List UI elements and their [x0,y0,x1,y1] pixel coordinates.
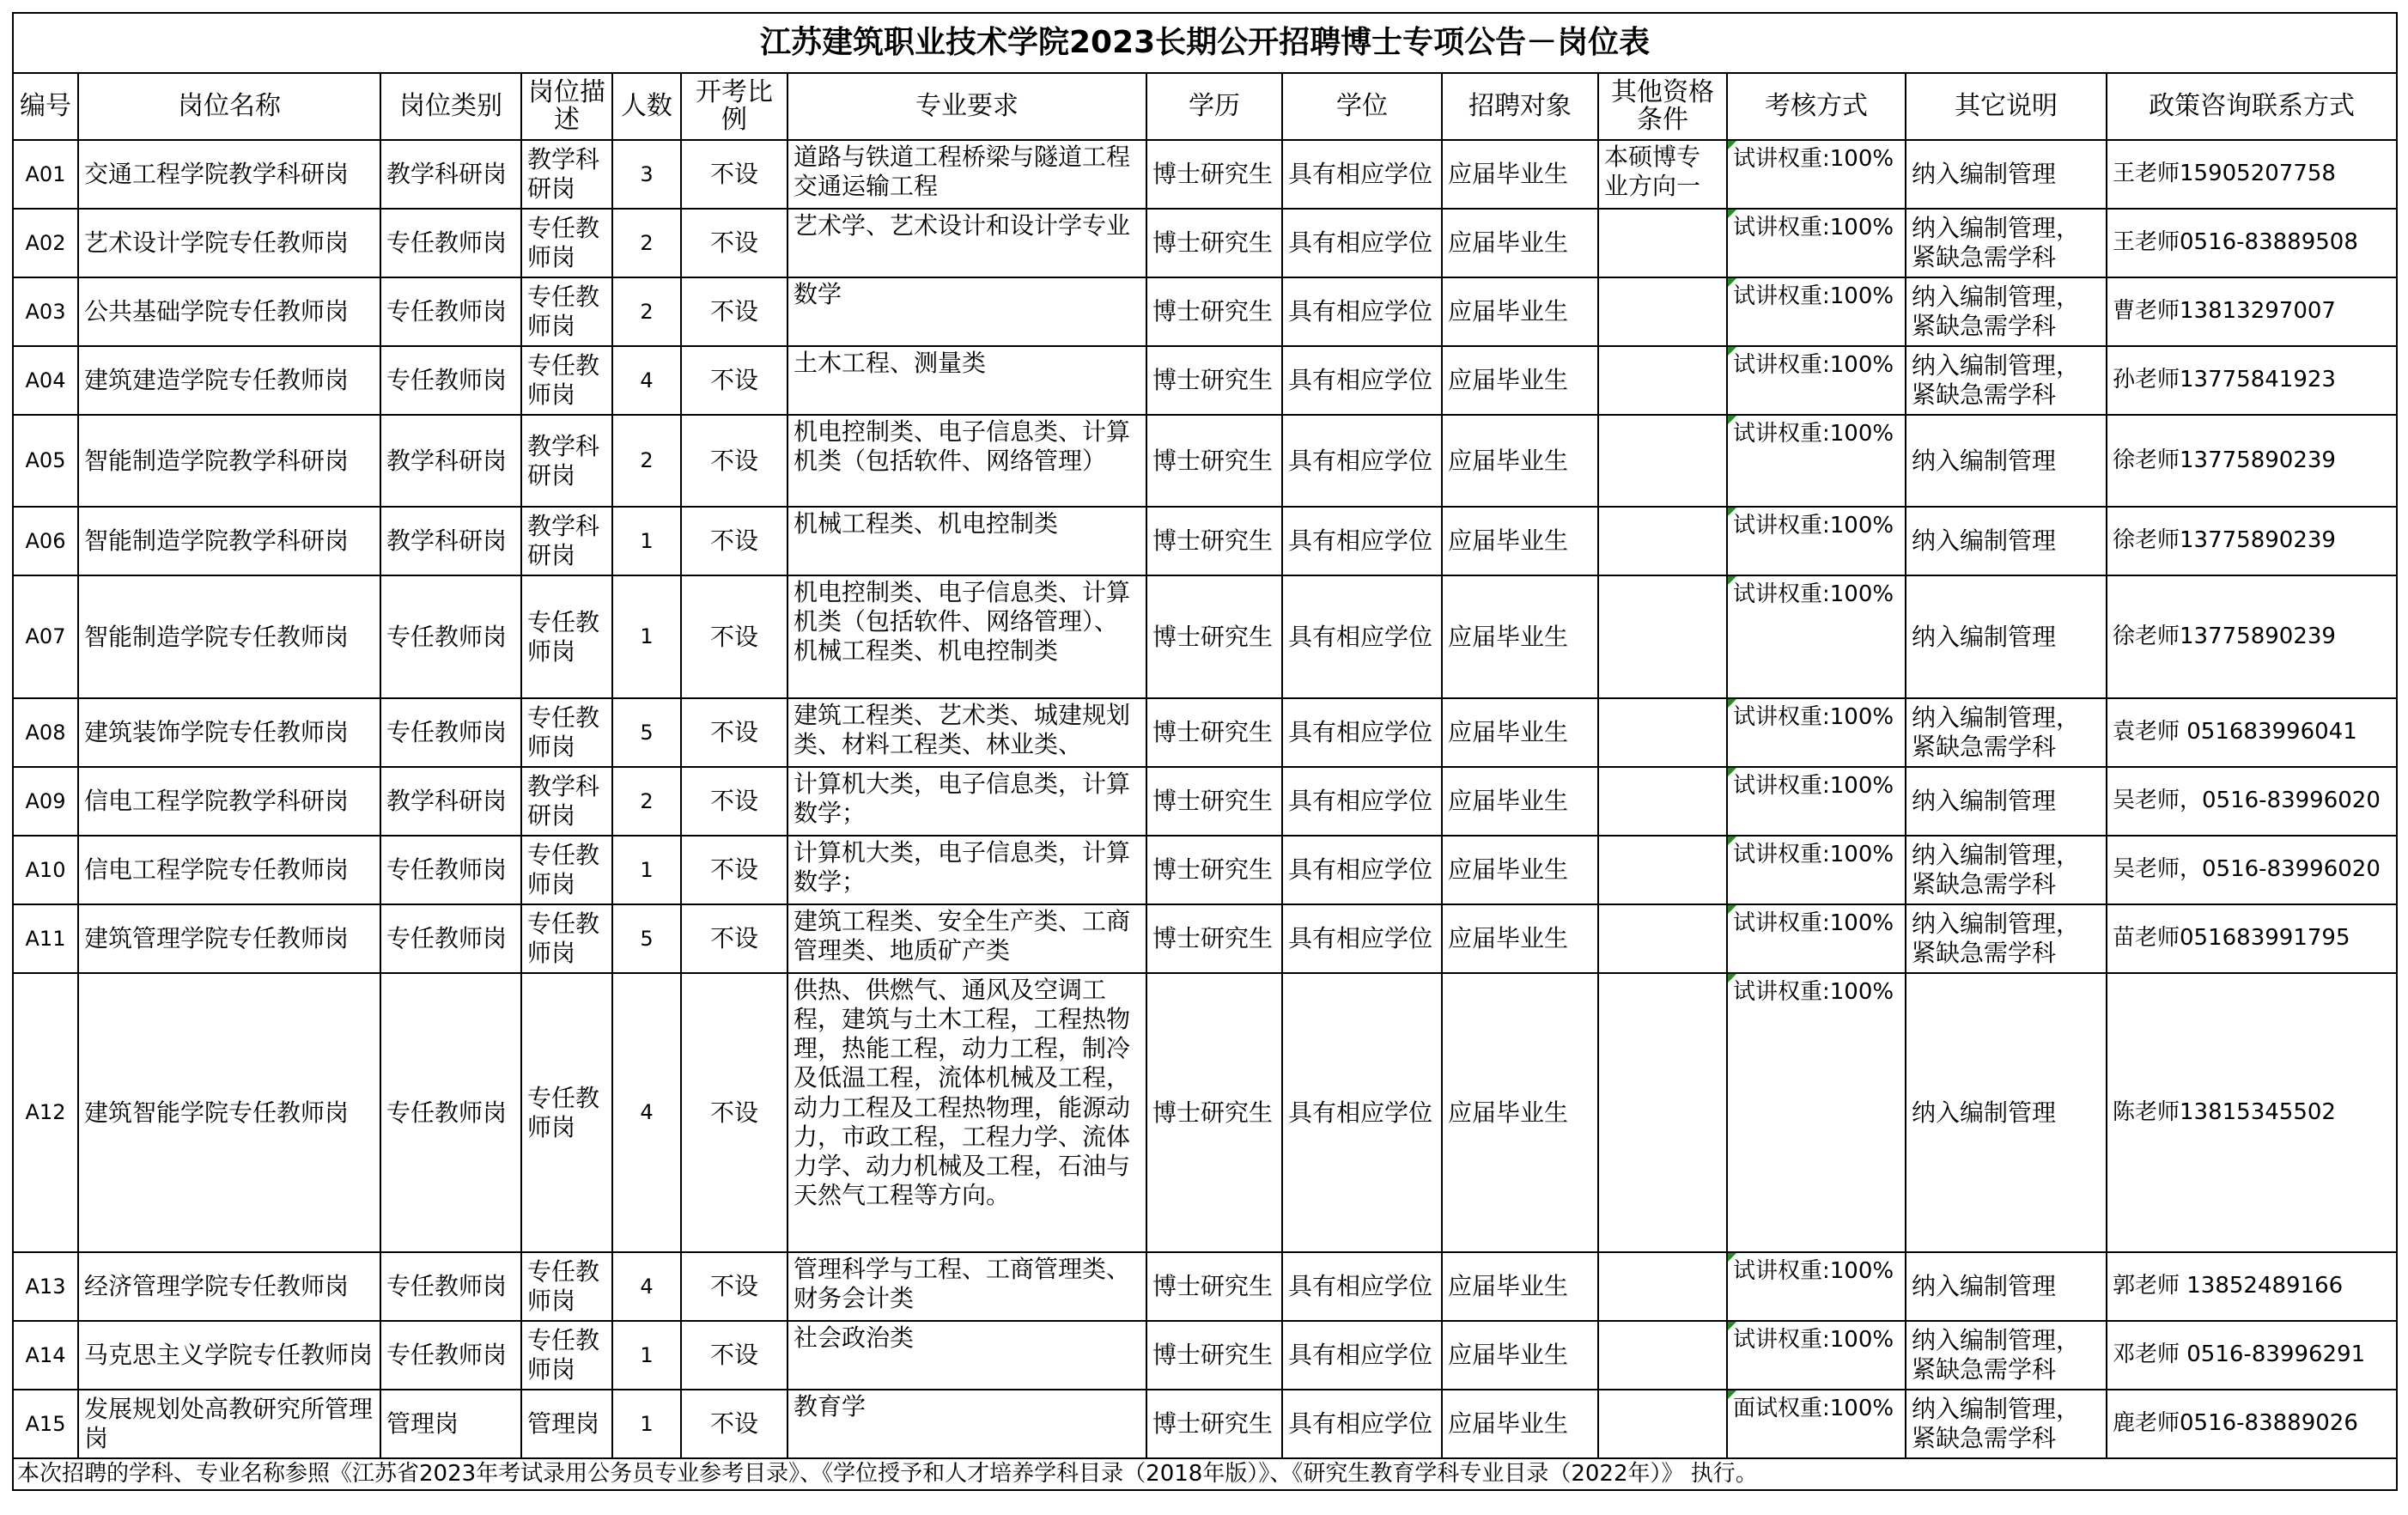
cell-target: 应届毕业生 [1442,415,1598,507]
cell-contact: 郭老师 13852489166 [2107,1252,2397,1321]
cell-other-qual [1598,767,1727,836]
cell-assess: 试讲权重:100% [1727,346,1906,415]
cell-category: 专任教师岗 [380,209,521,277]
cell-count: 1 [612,575,681,698]
cell-desc: 专任教师岗 [521,209,612,277]
cell-count: 4 [612,346,681,415]
cell-name: 智能制造学院专任教师岗 [78,575,380,698]
cell-desc: 专任教师岗 [521,575,612,698]
cell-category: 专任教师岗 [380,698,521,767]
cell-id: A03 [13,277,78,346]
cell-assess: 试讲权重:100% [1727,836,1906,904]
cell-id: A01 [13,140,78,209]
cell-edu: 博士研究生 [1146,973,1282,1252]
cell-ratio: 不设 [681,209,787,277]
cell-ratio: 不设 [681,575,787,698]
cell-major: 艺术学、艺术设计和设计学专业 [787,209,1146,277]
table-row [13,973,2397,1252]
cell-id: A08 [13,698,78,767]
cell-ratio: 不设 [681,277,787,346]
cell-other-qual [1598,507,1727,575]
cell-count: 5 [612,698,681,767]
cell-target: 应届毕业生 [1442,767,1598,836]
cell-other-qual [1598,209,1727,277]
table-row [13,1321,2397,1390]
table-row [13,1390,2397,1458]
cell-desc: 教学科研岗 [521,767,612,836]
cell-degree: 具有相应学位 [1282,209,1442,277]
cell-ratio: 不设 [681,973,787,1252]
cell-degree: 具有相应学位 [1282,904,1442,973]
cell-other-qual [1598,346,1727,415]
cell-edu: 博士研究生 [1146,575,1282,698]
cell-name: 建筑建造学院专任教师岗 [78,346,380,415]
cell-degree: 具有相应学位 [1282,973,1442,1252]
cell-id: A13 [13,1252,78,1321]
cell-contact: 徐老师13775890239 [2107,415,2397,507]
cell-name: 经济管理学院专任教师岗 [78,1252,380,1321]
cell-notes: 纳入编制管理 [1906,507,2107,575]
cell-assess: 试讲权重:100% [1727,507,1906,575]
cell-other-qual [1598,415,1727,507]
cell-count: 4 [612,973,681,1252]
cell-edu: 博士研究生 [1146,1321,1282,1390]
cell-notes: 纳入编制管理，紧缺急需学科 [1906,209,2107,277]
cell-id: A06 [13,507,78,575]
table-title: 江苏建筑职业技术学院2023长期公开招聘博士专项公告－岗位表 [13,13,2397,73]
cell-desc: 专任教师岗 [521,346,612,415]
header-degree: 学位 [1282,73,1442,140]
cell-edu: 博士研究生 [1146,1390,1282,1458]
table-row [13,1252,2397,1321]
cell-contact: 邓老师 0516-83996291 [2107,1321,2397,1390]
cell-major: 建筑工程类、安全生产类、工商管理类、地质矿产类 [787,904,1146,973]
cell-assess: 试讲权重:100% [1727,415,1906,507]
cell-assess: 试讲权重:100% [1727,575,1906,698]
cell-count: 1 [612,836,681,904]
cell-degree: 具有相应学位 [1282,767,1442,836]
header-name: 岗位名称 [78,73,380,140]
cell-contact: 王老师0516-83889508 [2107,209,2397,277]
header-row [13,73,2397,140]
cell-name: 智能制造学院教学科研岗 [78,415,380,507]
header-assess: 考核方式 [1727,73,1906,140]
cell-id: A09 [13,767,78,836]
cell-other-qual [1598,836,1727,904]
cell-notes: 纳入编制管理 [1906,767,2107,836]
cell-target: 应届毕业生 [1442,836,1598,904]
cell-notes: 纳入编制管理 [1906,575,2107,698]
cell-notes: 纳入编制管理 [1906,140,2107,209]
cell-contact: 袁老师 051683996041 [2107,698,2397,767]
cell-count: 4 [612,1252,681,1321]
cell-assess: 试讲权重:100% [1727,698,1906,767]
cell-degree: 具有相应学位 [1282,277,1442,346]
cell-count: 2 [612,767,681,836]
cell-count: 1 [612,1390,681,1458]
cell-major: 数学 [787,277,1146,346]
table-row [13,507,2397,575]
cell-contact: 吴老师，0516-83996020 [2107,836,2397,904]
cell-target: 应届毕业生 [1442,209,1598,277]
cell-category: 管理岗 [380,1390,521,1458]
cell-edu: 博士研究生 [1146,140,1282,209]
cell-degree: 具有相应学位 [1282,140,1442,209]
cell-notes: 纳入编制管理，紧缺急需学科 [1906,836,2107,904]
cell-contact: 孙老师13775841923 [2107,346,2397,415]
cell-assess: 试讲权重:100% [1727,277,1906,346]
cell-count: 3 [612,140,681,209]
cell-ratio: 不设 [681,1321,787,1390]
cell-major: 计算机大类，电子信息类，计算数学； [787,767,1146,836]
cell-name: 建筑装饰学院专任教师岗 [78,698,380,767]
cell-category: 专任教师岗 [380,836,521,904]
cell-edu: 博士研究生 [1146,507,1282,575]
cell-name: 信电工程学院专任教师岗 [78,836,380,904]
cell-desc: 专任教师岗 [521,1321,612,1390]
table-row [13,140,2397,209]
cell-target: 应届毕业生 [1442,507,1598,575]
cell-major: 计算机大类，电子信息类，计算数学； [787,836,1146,904]
cell-ratio: 不设 [681,904,787,973]
cell-name: 信电工程学院教学科研岗 [78,767,380,836]
cell-other-qual: 本硕博专业方向一 [1598,140,1727,209]
cell-count: 2 [612,415,681,507]
cell-other-qual [1598,973,1727,1252]
cell-target: 应届毕业生 [1442,973,1598,1252]
cell-ratio: 不设 [681,698,787,767]
cell-category: 专任教师岗 [380,904,521,973]
cell-degree: 具有相应学位 [1282,507,1442,575]
cell-contact: 徐老师13775890239 [2107,575,2397,698]
table-row [13,698,2397,767]
cell-edu: 博士研究生 [1146,209,1282,277]
table-row [13,575,2397,698]
cell-category: 教学科研岗 [380,507,521,575]
cell-count: 2 [612,277,681,346]
cell-name: 交通工程学院教学科研岗 [78,140,380,209]
cell-notes: 纳入编制管理 [1906,1252,2107,1321]
cell-edu: 博士研究生 [1146,836,1282,904]
cell-ratio: 不设 [681,836,787,904]
cell-desc: 专任教师岗 [521,973,612,1252]
cell-other-qual [1598,575,1727,698]
cell-contact: 曹老师13813297007 [2107,277,2397,346]
cell-major: 建筑工程类、艺术类、城建规划类、材料工程类、林业类、 [787,698,1146,767]
cell-contact: 鹿老师0516-83889026 [2107,1390,2397,1458]
cell-notes: 纳入编制管理 [1906,415,2107,507]
cell-edu: 博士研究生 [1146,698,1282,767]
cell-desc: 教学科研岗 [521,140,612,209]
cell-target: 应届毕业生 [1442,140,1598,209]
cell-desc: 教学科研岗 [521,507,612,575]
cell-contact: 徐老师13775890239 [2107,507,2397,575]
cell-desc: 专任教师岗 [521,904,612,973]
header-edu: 学历 [1146,73,1282,140]
cell-degree: 具有相应学位 [1282,346,1442,415]
cell-name: 发展规划处高教研究所管理岗 [78,1390,380,1458]
cell-other-qual [1598,1390,1727,1458]
cell-ratio: 不设 [681,1390,787,1458]
cell-desc: 专任教师岗 [521,698,612,767]
cell-degree: 具有相应学位 [1282,1390,1442,1458]
cell-target: 应届毕业生 [1442,277,1598,346]
cell-edu: 博士研究生 [1146,346,1282,415]
cell-ratio: 不设 [681,767,787,836]
cell-target: 应届毕业生 [1442,575,1598,698]
header-contact: 政策咨询联系方式 [2107,73,2397,140]
cell-category: 专任教师岗 [380,346,521,415]
header-target: 招聘对象 [1442,73,1598,140]
cell-degree: 具有相应学位 [1282,415,1442,507]
cell-count: 1 [612,1321,681,1390]
cell-desc: 专任教师岗 [521,1252,612,1321]
cell-degree: 具有相应学位 [1282,836,1442,904]
cell-edu: 博士研究生 [1146,767,1282,836]
header-major: 专业要求 [787,73,1146,140]
cell-desc: 专任教师岗 [521,277,612,346]
cell-contact: 陈老师13815345502 [2107,973,2397,1252]
cell-assess: 试讲权重:100% [1727,973,1906,1252]
cell-notes: 纳入编制管理，紧缺急需学科 [1906,277,2107,346]
header-id: 编号 [13,73,78,140]
job-table [12,12,2398,1491]
cell-edu: 博士研究生 [1146,1252,1282,1321]
cell-degree: 具有相应学位 [1282,1252,1442,1321]
cell-id: A10 [13,836,78,904]
cell-assess: 试讲权重:100% [1727,904,1906,973]
table-row [13,415,2397,507]
cell-edu: 博士研究生 [1146,415,1282,507]
cell-assess: 试讲权重:100% [1727,209,1906,277]
cell-major: 供热、供燃气、通风及空调工程，建筑与土木工程，工程热物理，热能工程，动力工程，制冷及低温工程，流体机械及工程，动力工程及工程热物理，能源动力，市政工程，工程力学、流体力学、动力机械及工程，石油与天然气工程等方向。 [787,973,1146,1252]
cell-major: 土木工程、测量类 [787,346,1146,415]
cell-notes: 纳入编制管理，紧缺急需学科 [1906,904,2107,973]
cell-desc: 教学科研岗 [521,415,612,507]
cell-name: 公共基础学院专任教师岗 [78,277,380,346]
table-row [13,767,2397,836]
cell-contact: 苗老师051683991795 [2107,904,2397,973]
cell-assess: 试讲权重:100% [1727,767,1906,836]
header-notes: 其它说明 [1906,73,2107,140]
cell-target: 应届毕业生 [1442,1252,1598,1321]
cell-target: 应届毕业生 [1442,1390,1598,1458]
footer-note: 本次招聘的学科、专业名称参照《江苏省2023年考试录用公务员专业参考目录》、《学位授予和人才培养学科目录（2018年版）》、《研究生教育学科专业目录（2022年）》 执行。 [13,1458,2397,1490]
cell-edu: 博士研究生 [1146,277,1282,346]
cell-id: A05 [13,415,78,507]
cell-target: 应届毕业生 [1442,904,1598,973]
header-other-qual: 其他资格条件 [1598,73,1727,140]
table-row [13,836,2397,904]
table-row [13,904,2397,973]
cell-other-qual [1598,1252,1727,1321]
header-category: 岗位类别 [380,73,521,140]
cell-category: 专任教师岗 [380,575,521,698]
cell-id: A11 [13,904,78,973]
cell-major: 管理科学与工程、工商管理类、财务会计类 [787,1252,1146,1321]
cell-notes: 纳入编制管理，紧缺急需学科 [1906,346,2107,415]
cell-other-qual [1598,1321,1727,1390]
cell-category: 专任教师岗 [380,1252,521,1321]
cell-major: 机械工程类、机电控制类 [787,507,1146,575]
cell-ratio: 不设 [681,1252,787,1321]
cell-other-qual [1598,698,1727,767]
cell-edu: 博士研究生 [1146,904,1282,973]
cell-id: A07 [13,575,78,698]
cell-category: 专任教师岗 [380,1321,521,1390]
cell-degree: 具有相应学位 [1282,575,1442,698]
cell-id: A02 [13,209,78,277]
cell-notes: 纳入编制管理，紧缺急需学科 [1906,1390,2107,1458]
cell-count: 1 [612,507,681,575]
table-row [13,346,2397,415]
cell-assess: 面试权重:100% [1727,1390,1906,1458]
cell-major: 机电控制类、电子信息类、计算机类（包括软件、网络管理）、机械工程类、机电控制类 [787,575,1146,698]
cell-count: 5 [612,904,681,973]
table-row [13,277,2397,346]
cell-notes: 纳入编制管理，紧缺急需学科 [1906,1321,2107,1390]
cell-degree: 具有相应学位 [1282,1321,1442,1390]
cell-other-qual [1598,904,1727,973]
cell-id: A04 [13,346,78,415]
cell-ratio: 不设 [681,140,787,209]
job-table-sheet [12,12,2396,1491]
cell-ratio: 不设 [681,507,787,575]
cell-name: 艺术设计学院专任教师岗 [78,209,380,277]
cell-id: A15 [13,1390,78,1458]
cell-category: 教学科研岗 [380,767,521,836]
header-desc: 岗位描述 [521,73,612,140]
cell-assess: 试讲权重:100% [1727,140,1906,209]
cell-target: 应届毕业生 [1442,698,1598,767]
cell-name: 智能制造学院教学科研岗 [78,507,380,575]
cell-ratio: 不设 [681,346,787,415]
cell-name: 马克思主义学院专任教师岗 [78,1321,380,1390]
cell-major: 机电控制类、电子信息类、计算机类（包括软件、网络管理） [787,415,1146,507]
cell-target: 应届毕业生 [1442,1321,1598,1390]
cell-target: 应届毕业生 [1442,346,1598,415]
cell-major: 道路与铁道工程桥梁与隧道工程交通运输工程 [787,140,1146,209]
header-count: 人数 [612,73,681,140]
cell-category: 教学科研岗 [380,415,521,507]
cell-id: A12 [13,973,78,1252]
header-ratio: 开考比例 [681,73,787,140]
cell-contact: 吴老师，0516-83996020 [2107,767,2397,836]
cell-notes: 纳入编制管理 [1906,973,2107,1252]
cell-id: A14 [13,1321,78,1390]
cell-assess: 试讲权重:100% [1727,1252,1906,1321]
cell-name: 建筑智能学院专任教师岗 [78,973,380,1252]
cell-assess: 试讲权重:100% [1727,1321,1906,1390]
cell-notes: 纳入编制管理，紧缺急需学科 [1906,698,2107,767]
cell-desc: 管理岗 [521,1390,612,1458]
cell-name: 建筑管理学院专任教师岗 [78,904,380,973]
cell-category: 专任教师岗 [380,277,521,346]
cell-category: 教学科研岗 [380,140,521,209]
cell-count: 2 [612,209,681,277]
cell-category: 专任教师岗 [380,973,521,1252]
cell-contact: 王老师15905207758 [2107,140,2397,209]
table-row [13,209,2397,277]
cell-degree: 具有相应学位 [1282,698,1442,767]
cell-ratio: 不设 [681,415,787,507]
cell-major: 教育学 [787,1390,1146,1458]
cell-major: 社会政治类 [787,1321,1146,1390]
cell-desc: 专任教师岗 [521,836,612,904]
cell-other-qual [1598,277,1727,346]
